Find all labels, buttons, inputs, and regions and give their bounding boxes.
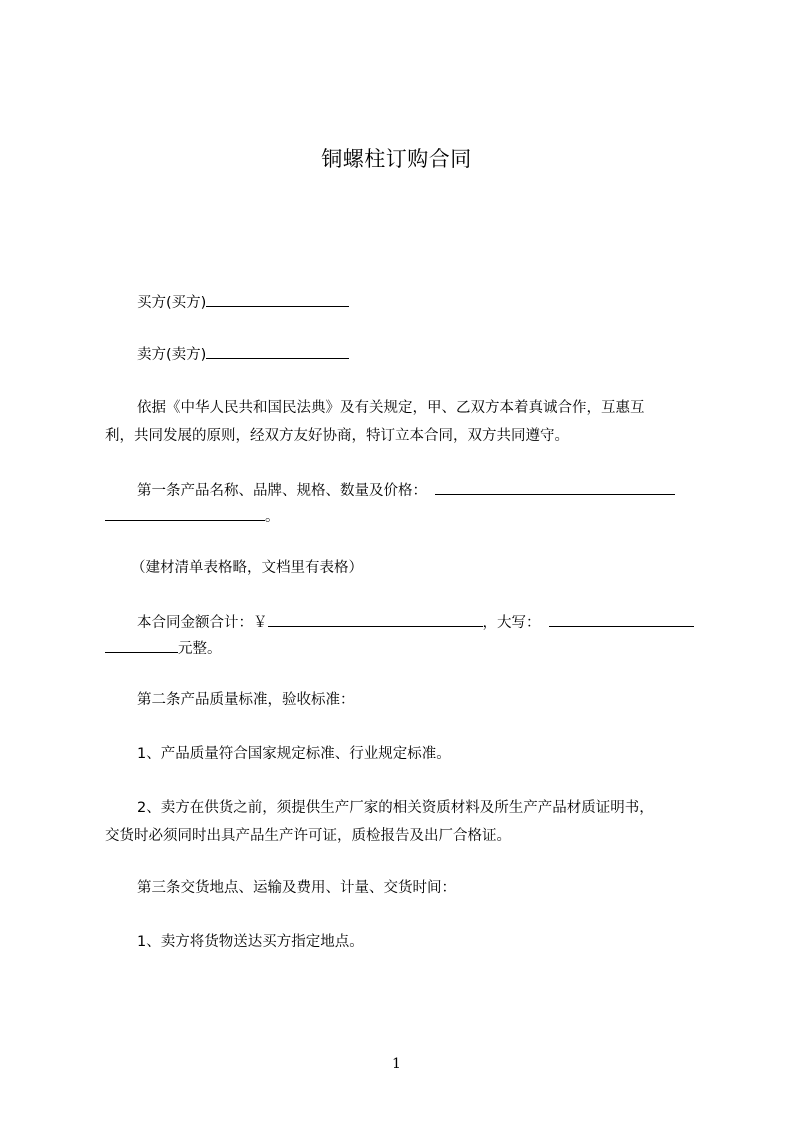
buyer-blank[interactable] bbox=[206, 292, 349, 307]
article1-line-2 bbox=[105, 506, 280, 527]
item3-1: 1、卖方将货物送达买方指定地点。 bbox=[137, 934, 364, 950]
uppercase-blank-2[interactable] bbox=[105, 638, 178, 653]
buyer-line bbox=[137, 292, 349, 313]
article1-blank-2[interactable] bbox=[105, 506, 265, 521]
total-label: 本合同金额合计：￥ bbox=[137, 615, 268, 631]
article1-line-1 bbox=[137, 480, 675, 501]
yuan-suffix: 元整。 bbox=[178, 641, 222, 657]
item2-2-line-2: 交货时必须同时出具产品生产许可证，质检报告及出厂合格证。 bbox=[105, 828, 511, 844]
uppercase-label: ，大写： bbox=[482, 615, 541, 631]
buyer-label: 买方(买方) bbox=[137, 295, 207, 311]
article1-end: 。 bbox=[265, 509, 280, 525]
preamble-line-2: 利，共同发展的原则，经双方友好协商，特订立本合同，双方共同遵守。 bbox=[105, 428, 569, 444]
item2-2-line-1: 2、卖方在供货之前，须提供生产厂家的相关资质材料及所生产产品材质证明书， bbox=[137, 800, 654, 816]
article3-heading: 第三条交货地点、运输及费用、计量、交货时间： bbox=[137, 880, 456, 896]
seller-label: 卖方(卖方) bbox=[137, 347, 207, 363]
document-title: 铜螺柱订购合同 bbox=[321, 147, 472, 171]
article1-blank-1[interactable] bbox=[435, 480, 675, 495]
seller-blank[interactable] bbox=[206, 344, 349, 359]
total-line-2 bbox=[105, 638, 222, 659]
total-line-1 bbox=[137, 612, 694, 633]
page-number: 1 bbox=[392, 1056, 401, 1072]
item2-1: 1、产品质量符合国家规定标准、行业规定标准。 bbox=[137, 746, 451, 762]
preamble-line-1: 依据《中华人民共和国民法典》及有关规定，甲、乙双方本着真诚合作，互惠互 bbox=[137, 400, 645, 416]
seller-line bbox=[137, 344, 349, 365]
materials-note: （建材清单表格略，文档里有表格） bbox=[131, 560, 363, 576]
total-amount-blank[interactable] bbox=[268, 612, 483, 627]
article1-label: 第一条产品名称、品牌、规格、数量及价格： bbox=[137, 483, 427, 499]
article2-heading: 第二条产品质量标准，验收标准： bbox=[137, 692, 355, 708]
uppercase-blank-1[interactable] bbox=[549, 612, 694, 627]
